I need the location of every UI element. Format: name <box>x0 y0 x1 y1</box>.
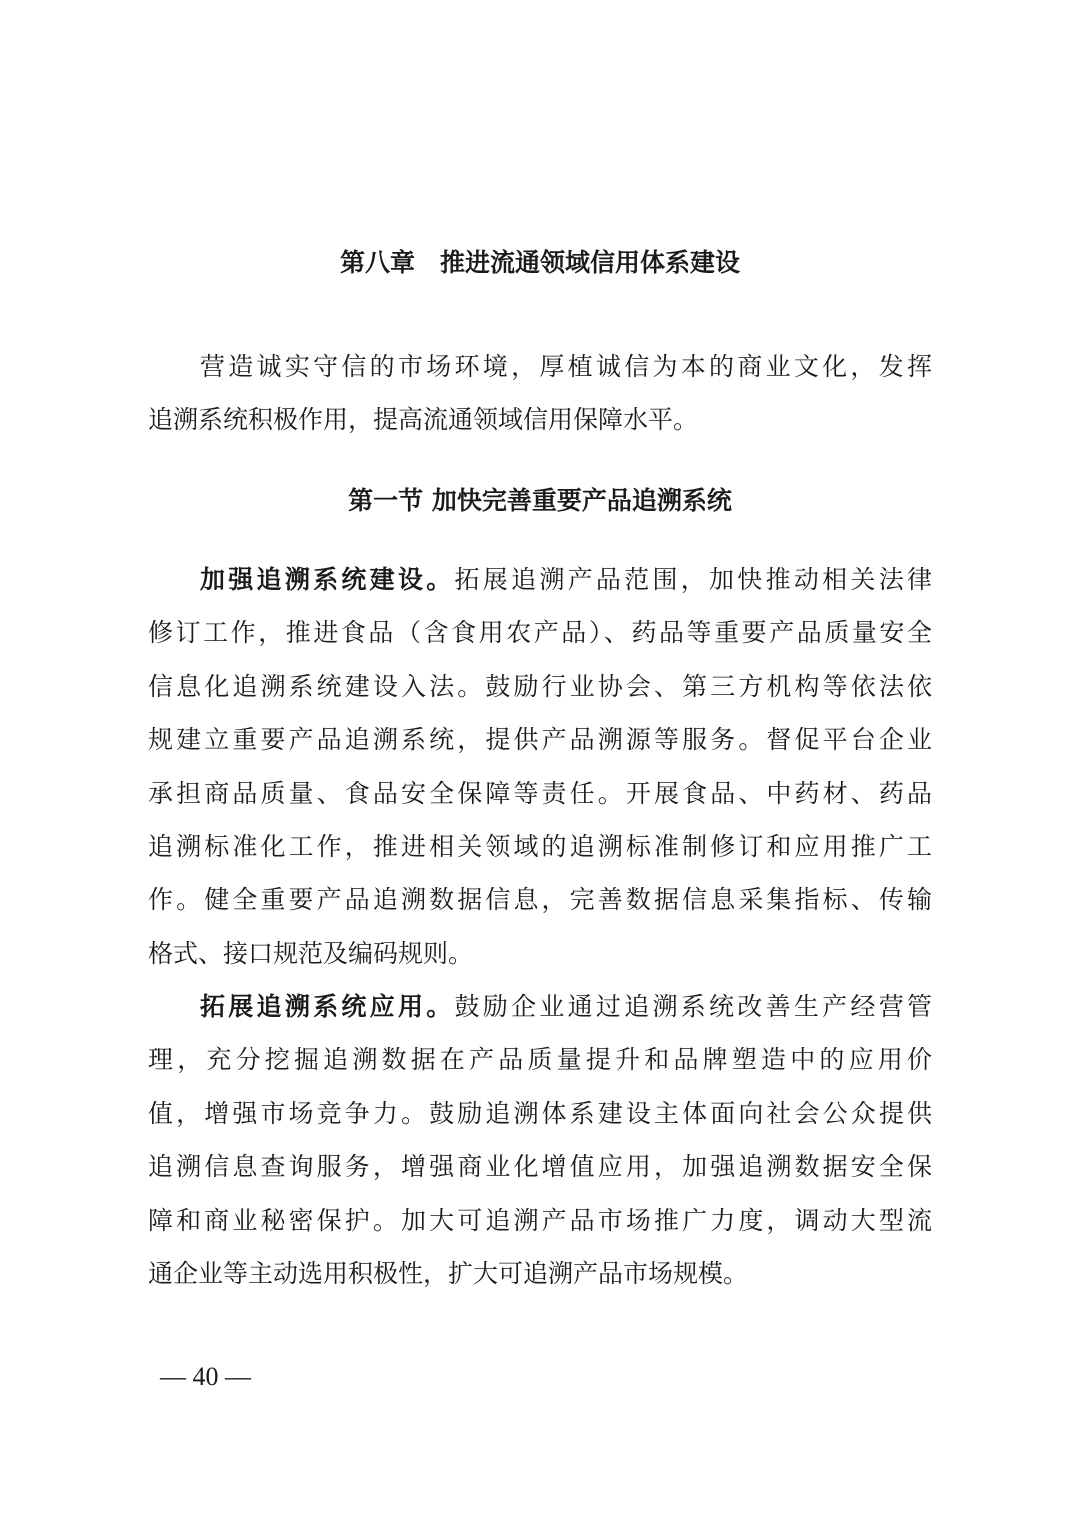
section-title: 第一节 加快完善重要产品追溯系统 <box>348 486 732 515</box>
text-line: 追溯系统积极作用，提高流通领域信用保障水平。 <box>148 405 699 435</box>
text-line: 值，增强市场竞争力。鼓励追溯体系建设主体面向社会公众提供 <box>148 1098 932 1128</box>
text-line: 理，充分挖掘追溯数据在产品质量提升和品牌塑造中的应用价 <box>148 1045 932 1075</box>
text-line: 承担商品质量、食品安全保障等责任。开展食品、中药材、药品 <box>148 778 932 808</box>
paragraph-lead: 拓展追溯系统应用。 <box>200 992 455 1021</box>
text-line: 规建立重要产品追溯系统，提供产品溯源等服务。督促平台企业 <box>148 725 932 755</box>
paragraph-traceability-construction <box>148 553 932 980</box>
chapter-title: 第八章 推进流通领域信用体系建设 <box>339 248 740 277</box>
text-line <box>148 553 932 606</box>
paragraph-lead: 加强追溯系统建设。 <box>200 565 455 594</box>
text-line: 修订工作，推进食品（含食用农产品）、药品等重要产品质量安全 <box>148 618 932 648</box>
page-number: — 40 — <box>160 1362 251 1391</box>
text-line: 信息化追溯系统建设入法。鼓励行业协会、第三方机构等依法依 <box>148 671 932 701</box>
text-line: 追溯信息查询服务，增强商业化增值应用，加强追溯数据安全保 <box>148 1152 932 1182</box>
text-line: 障和商业秘密保护。加大可追溯产品市场推广力度，调动大型流 <box>148 1205 932 1235</box>
text-line: 追溯标准化工作，推进相关领域的追溯标准制修订和应用推广工 <box>148 831 932 861</box>
intro-paragraph <box>148 340 932 447</box>
text-line: 通企业等主动选用积极性，扩大可追溯产品市场规模。 <box>148 1258 749 1288</box>
text-line: 营造诚实守信的市场环境，厚植诚信为本的商业文化，发挥 <box>200 352 932 381</box>
text-line: 格式、接口规范及编码规则。 <box>148 938 474 968</box>
paragraph-traceability-application <box>148 980 932 1300</box>
text-line: 作。健全重要产品追溯数据信息，完善数据信息采集指标、传输 <box>148 885 932 915</box>
text-span: 鼓励企业通过追溯系统改善生产经营管 <box>454 992 932 1021</box>
text-line <box>148 980 932 1033</box>
text-span: 拓展追溯产品范围，加快推动相关法律 <box>454 565 932 594</box>
